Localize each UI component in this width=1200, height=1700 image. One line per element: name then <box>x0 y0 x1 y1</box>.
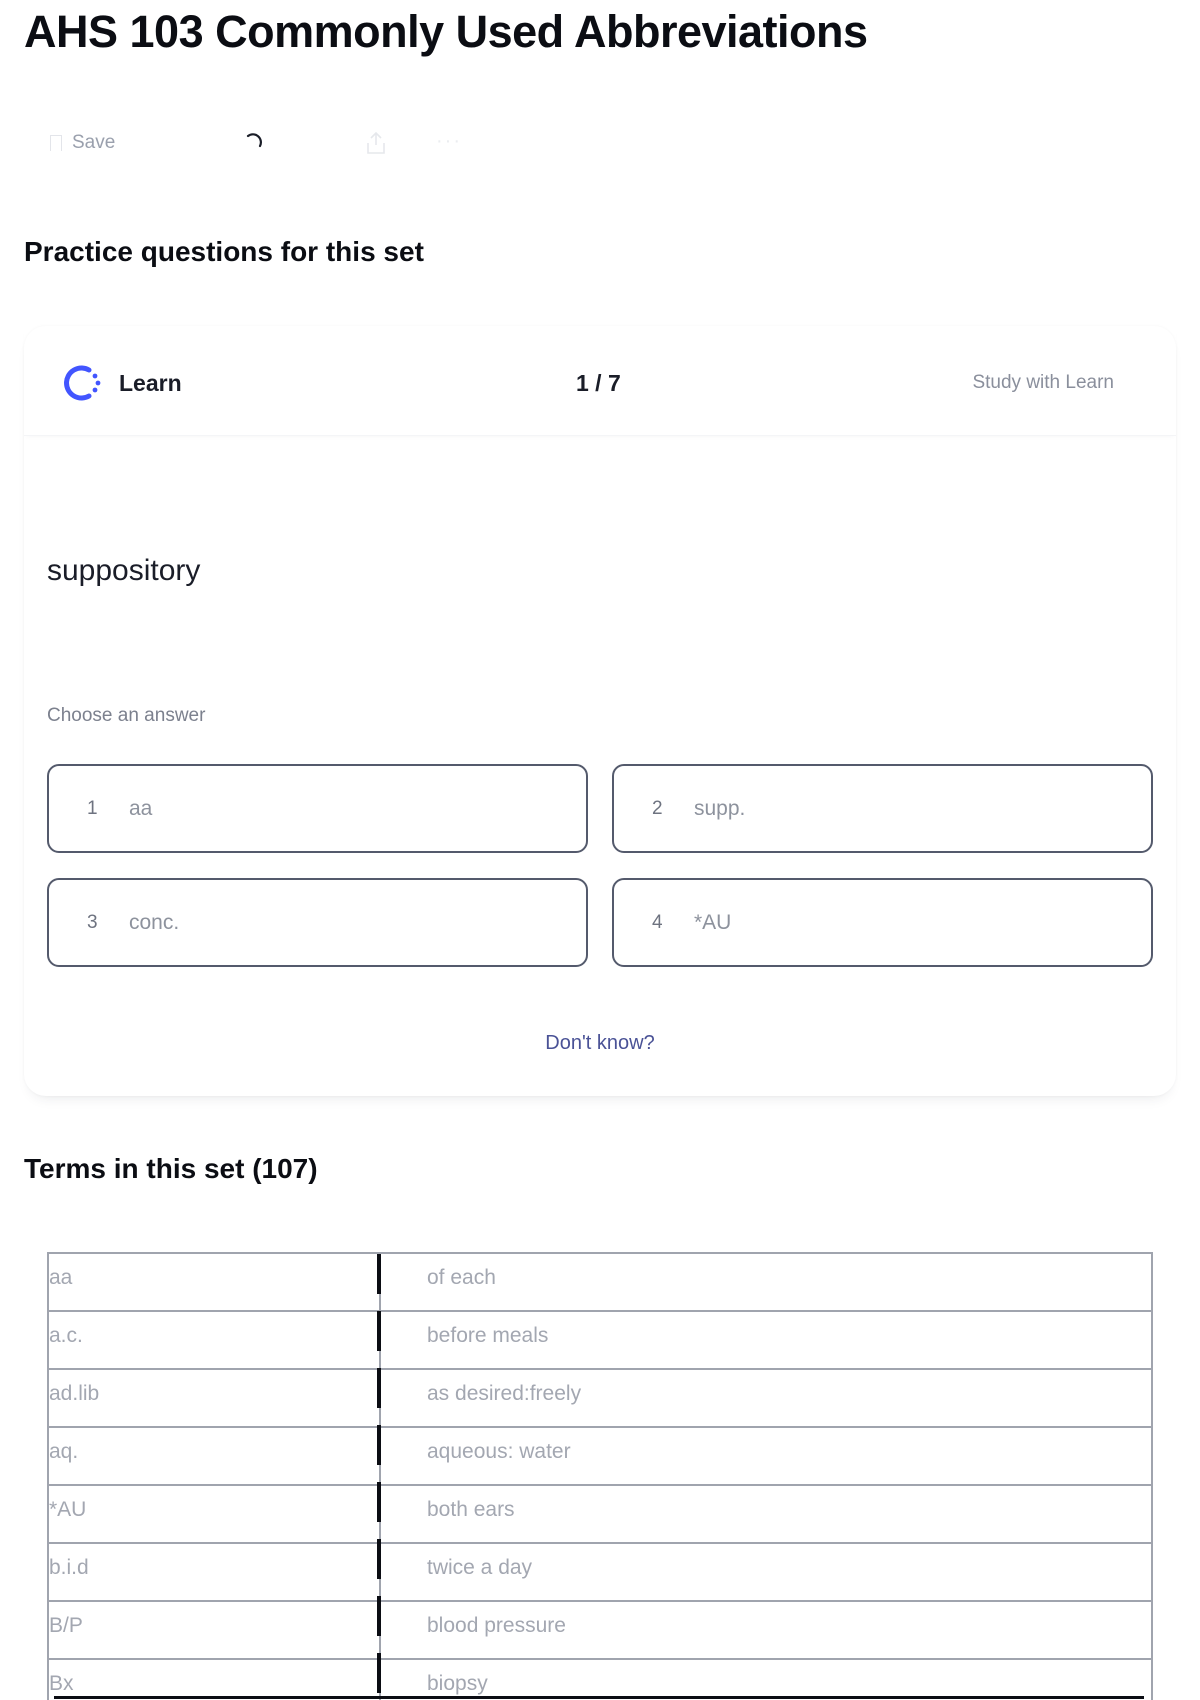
answer-option-3[interactable] <box>47 878 588 967</box>
term-cell: B/P <box>48 1601 380 1659</box>
answer-option-label: *AU <box>694 910 732 934</box>
answer-option-1[interactable] <box>47 764 588 853</box>
definition-cell: before meals <box>380 1311 1152 1369</box>
share-icon[interactable] <box>364 130 388 156</box>
set-toolbar <box>50 126 510 166</box>
answer-option-label: aa <box>129 796 153 820</box>
terms-heading: Terms in this set (107) <box>24 1153 318 1184</box>
term-cell: Bx <box>48 1659 380 1700</box>
answer-option-label: conc. <box>129 910 180 934</box>
table-row <box>48 1659 1152 1700</box>
learn-card-header <box>24 326 1176 436</box>
page-title: AHS 103 Commonly Used Abbreviations <box>24 6 868 57</box>
answer-option-number: 1 <box>87 797 98 819</box>
bookmark-icon <box>50 135 62 151</box>
learn-mode-label: Learn <box>119 370 182 396</box>
term-cell: aq. <box>48 1427 380 1485</box>
column-divider <box>377 1311 381 1351</box>
choose-answer-prompt: Choose an answer <box>47 705 206 726</box>
question-term: suppository <box>47 554 201 587</box>
definition-cell: biopsy <box>380 1659 1152 1700</box>
column-divider <box>377 1425 381 1465</box>
answer-option-4[interactable] <box>612 878 1153 967</box>
more-options-icon[interactable]: ··· <box>436 130 462 152</box>
terms-table <box>47 1252 1153 1700</box>
column-divider <box>377 1254 381 1294</box>
column-divider <box>377 1596 381 1636</box>
loading-spinner-icon <box>243 130 267 154</box>
column-divider <box>377 1539 381 1579</box>
answer-option-2[interactable] <box>612 764 1153 853</box>
term-cell: ad.lib <box>48 1369 380 1427</box>
table-row <box>48 1253 1152 1311</box>
term-cell: aa <box>48 1253 380 1311</box>
answer-option-number: 2 <box>652 797 663 819</box>
dont-know-button[interactable]: Don't know? <box>545 1032 655 1054</box>
definition-cell: twice a day <box>380 1543 1152 1601</box>
answer-option-number: 4 <box>652 911 663 933</box>
definition-cell: of each <box>380 1253 1152 1311</box>
study-with-learn-link[interactable]: Study with Learn <box>972 372 1114 393</box>
save-button-label: Save <box>72 132 116 153</box>
table-row <box>48 1485 1152 1543</box>
table-row <box>48 1427 1152 1485</box>
table-bottom-rule <box>54 1696 1144 1699</box>
practice-heading: Practice questions for this set <box>24 236 424 267</box>
table-row <box>48 1311 1152 1369</box>
table-row <box>48 1369 1152 1427</box>
definition-cell: aqueous: water <box>380 1427 1152 1485</box>
term-cell: b.i.d <box>48 1543 380 1601</box>
learn-mode-icon <box>62 362 104 404</box>
question-progress: 1 / 7 <box>576 370 621 396</box>
answer-option-number: 3 <box>87 911 98 933</box>
save-button[interactable] <box>50 132 115 154</box>
table-row <box>48 1601 1152 1659</box>
column-divider <box>377 1368 381 1408</box>
term-cell: a.c. <box>48 1311 380 1369</box>
definition-cell: blood pressure <box>380 1601 1152 1659</box>
table-row <box>48 1543 1152 1601</box>
definition-cell: both ears <box>380 1485 1152 1543</box>
term-cell: *AU <box>48 1485 380 1543</box>
definition-cell: as desired:freely <box>380 1369 1152 1427</box>
learn-card <box>24 326 1176 1096</box>
answer-option-label: supp. <box>694 796 746 820</box>
column-divider <box>377 1482 381 1522</box>
column-divider <box>377 1653 381 1693</box>
